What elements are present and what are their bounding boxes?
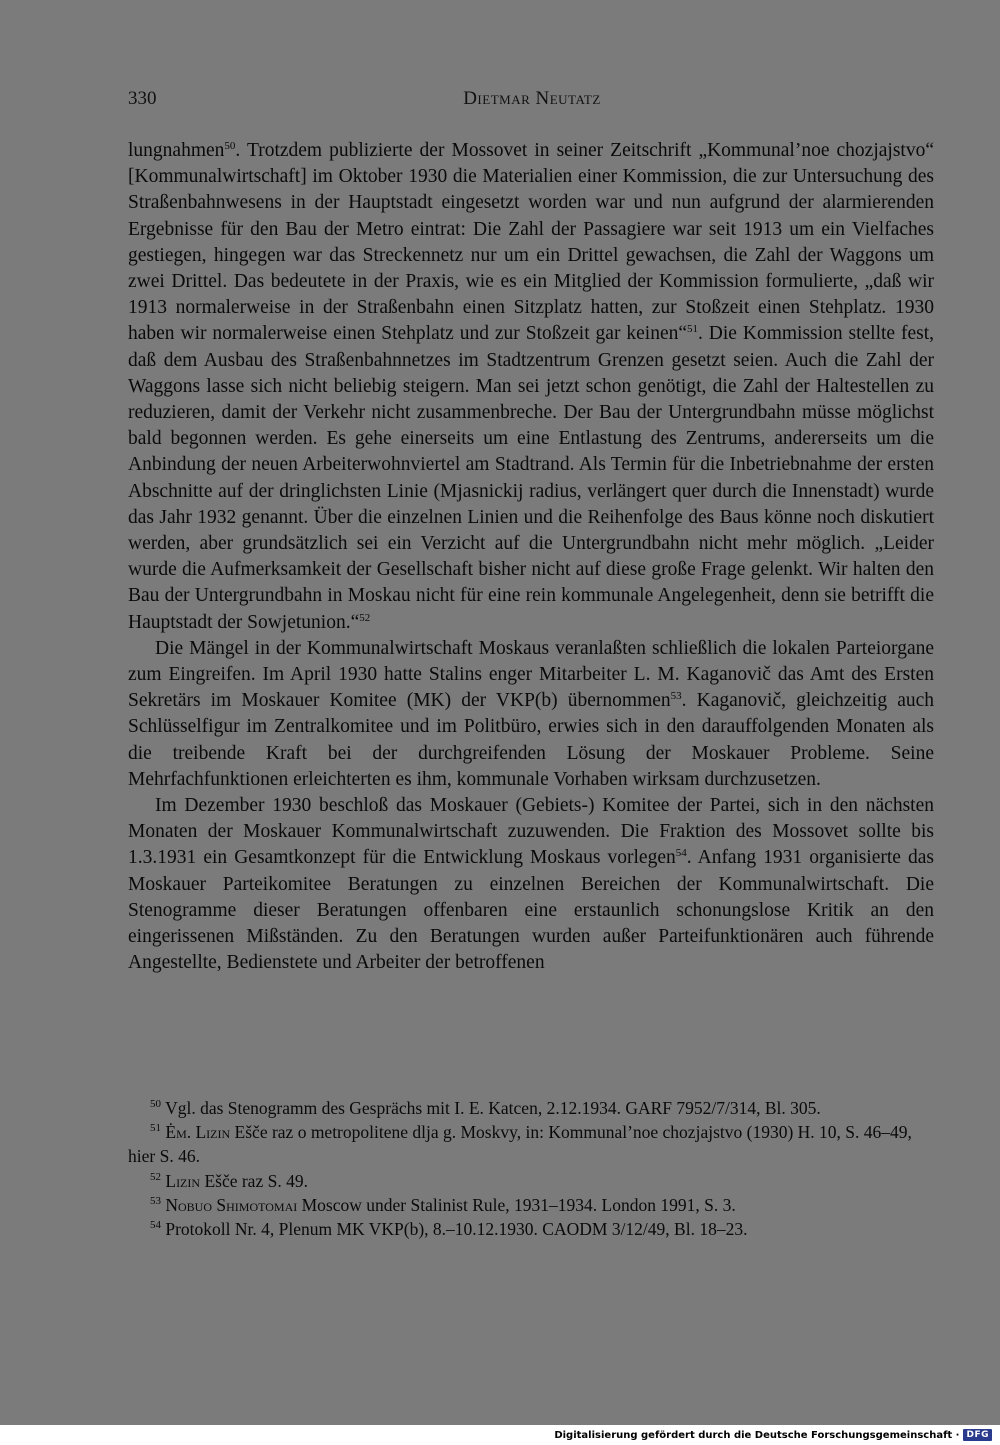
- footnote-ref[interactable]: 51: [687, 323, 699, 336]
- footnote-number: 50: [150, 1098, 161, 1110]
- footnote-ref[interactable]: 50: [224, 140, 236, 152]
- footnote-number: 54: [150, 1219, 161, 1232]
- footnote-author: Ėm. Lizin: [165, 1122, 231, 1143]
- dfg-logo-icon: DFG: [963, 1429, 992, 1441]
- footnote-ref[interactable]: 52: [359, 611, 371, 624]
- footnote-number: 51: [150, 1122, 161, 1135]
- text-run: . Anfang 1931 organisierte das Moskauer Parteikomitee Beratungen zu einzelnen Bereichen der Kommunalwirtschaft. Die Stenogramme dieser Beratungen offenbaren eine erstaunlich schonungslose Kritik an den eingerissenen Mißständen. Zu den Beratungen wurden außer Parteifunktionären auch führende Angestellte, Bedienstete und Arbeiter der betroffenen: [128, 847, 934, 974]
- paragraph: [128, 636, 934, 793]
- paragraph: [128, 793, 934, 976]
- footnote-text: Ešče raz S. 49.: [200, 1170, 308, 1191]
- page-number: 330: [128, 88, 157, 109]
- footnote: [128, 1120, 934, 1168]
- footnote-text: Vgl. das Stenogramm des Gesprächs mit I. E. Katcen, 2.12.1934. GARF 7952/7/314, Bl. 305.: [165, 1098, 821, 1118]
- text-run: Die Mängel in der Kommunalwirtschaft Moskaus veranlaßten schließlich die lokalen Parteiorgane zum Eingreifen. Im April 1930 hatte Stalins enger Mitarbeiter L. M. Kaganovič das Amt des Ersten Sekretärs im Moskauer Komitee (MK) der VKP(b) übernommen: [128, 637, 934, 712]
- footnote: [128, 1217, 934, 1241]
- text-run: . Trotzdem publizierte der Mossovet in seiner Zeitschrift „Kommunal’noe chozjajstvo“ [Kommunalwirtschaft] im Oktober 1930 die Materialien einer Kommission, die zur Untersuchung des Straßenbahnwesens in der Hauptstadt eingesetzt worden war und nun aufgrund der alarmierenden Ergebnisse für den Bau der Metro eintrat: Die Zahl der Passagiere war seit 1913 um ein Vielfaches gestiegen, hingegen war das Streckennetz nur um ein Drittel gewachsen, die Zahl der Waggons um zwei Drittel. Das bedeutete in der Praxis, wie es ein Mitglied der Kommission formulierte, „daß wir 1913 normalerweise in der Straßenbahn einen Sitzplatz hatten, zur Stoßzeit einen Stehplatz. 1930 haben wir normalerweise einen Stehplatz und zur Stoßzeit gar keinen“: [128, 140, 934, 345]
- footnote: [128, 1193, 934, 1217]
- text-run: lungnahmen: [128, 140, 225, 161]
- text-run: . Die Kommission stellte fest, daß dem Ausbau des Straßenbahnnetzes im Stadtzentrum Grenzen gesetzt seien. Auch die Zahl der Waggons lasse sich nicht beliebig steigern. Man sei jetzt schon genötigt, die Zahl der Haltestellen zu reduzieren, damit der Verkehr nicht zusammenbreche. Der Bau der Untergrundbahn müsse möglichst bald begonnen werden. Es gehe einerseits um eine Entlastung des Zentrums, andererseits um die Anbindung der neuen Arbeiterwohnviertel am Stadtrand. Als Termin für die Inbetriebnahme der ersten Abschnitte auf der dringlichsten Linie (Mjasnickij radius, verlängert quer durch die Innenstadt) wurde das Jahr 1932 genannt. Über die einzelnen Linien und die Reihenfolge des Baus könne noch diskutiert werden, aber grundsätzlich sei ein Verzicht auf die Untergrundbahn nicht mehr möglich. „Leider wurde die Aufmerksamkeit der Gesellschaft bisher nicht auf diese große Frage gelenkt. Wir halten den Bau der Untergrundbahn in Moskau nicht für eine rein kommunale Angelegenheit, denn sie betrifft die Hauptstadt der Sowjetunion.“: [128, 323, 935, 633]
- footnote-text: Protokoll Nr. 4, Plenum MK VKP(b), 8.–10.12.1930. CAODM 3/12/49, Bl. 18–23.: [165, 1219, 748, 1240]
- footnote: [128, 1096, 934, 1120]
- paragraph: [128, 138, 934, 636]
- footnote-ref[interactable]: 54: [675, 847, 687, 860]
- text-run: . Kaganovič, gleichzeitig auch Schlüsselfigur im Zentralkomitee und im Politbüro, erwies sich in den darauffolgenden Monaten als die treibende Kraft bei der durchgreifenden Lösung der Moskauer Probleme. Seine Mehrfachfunktionen erleichterten es ihm, kommunale Vorhaben wirksam durchzusetzen.: [128, 690, 935, 790]
- footnote-text: Moscow under Stalinist Rule, 1931–1934. London 1991, S. 3.: [297, 1194, 736, 1215]
- text-run: Im Dezember 1930 beschloß das Moskauer (Gebiets-) Komitee der Partei, sich in den nächsten Monaten der Moskauer Kommunalwirtschaft zuzuwenden. Die Fraktion des Mossovet sollte bis 1.3.1931 ein Gesamtkonzept für die Entwicklung Moskaus vorlegen: [128, 795, 934, 869]
- footnote-ref[interactable]: 53: [670, 690, 682, 703]
- footnotes: [128, 1096, 934, 1241]
- running-head: Dietmar Neutatz: [463, 88, 601, 109]
- credit-text: Digitalisierung gefördert durch die Deutsche Forschungsgemeinschaft ·: [554, 1429, 960, 1441]
- footnote-text: Ešče raz o metropolitene dlja g. Moskvy, in: Kommunal’noe chozjajstvo (1930) H. 10, S. 46–49, hier S. 46.: [128, 1122, 912, 1167]
- footnote-number: 52: [150, 1170, 161, 1183]
- footnote: [128, 1169, 934, 1193]
- footnote-number: 53: [150, 1194, 161, 1207]
- footnote-author: Nobuo Shimotomai: [165, 1194, 298, 1215]
- digitization-credit: [554, 1426, 992, 1444]
- footnote-author: Lizin: [165, 1170, 201, 1191]
- body-text: [128, 138, 934, 977]
